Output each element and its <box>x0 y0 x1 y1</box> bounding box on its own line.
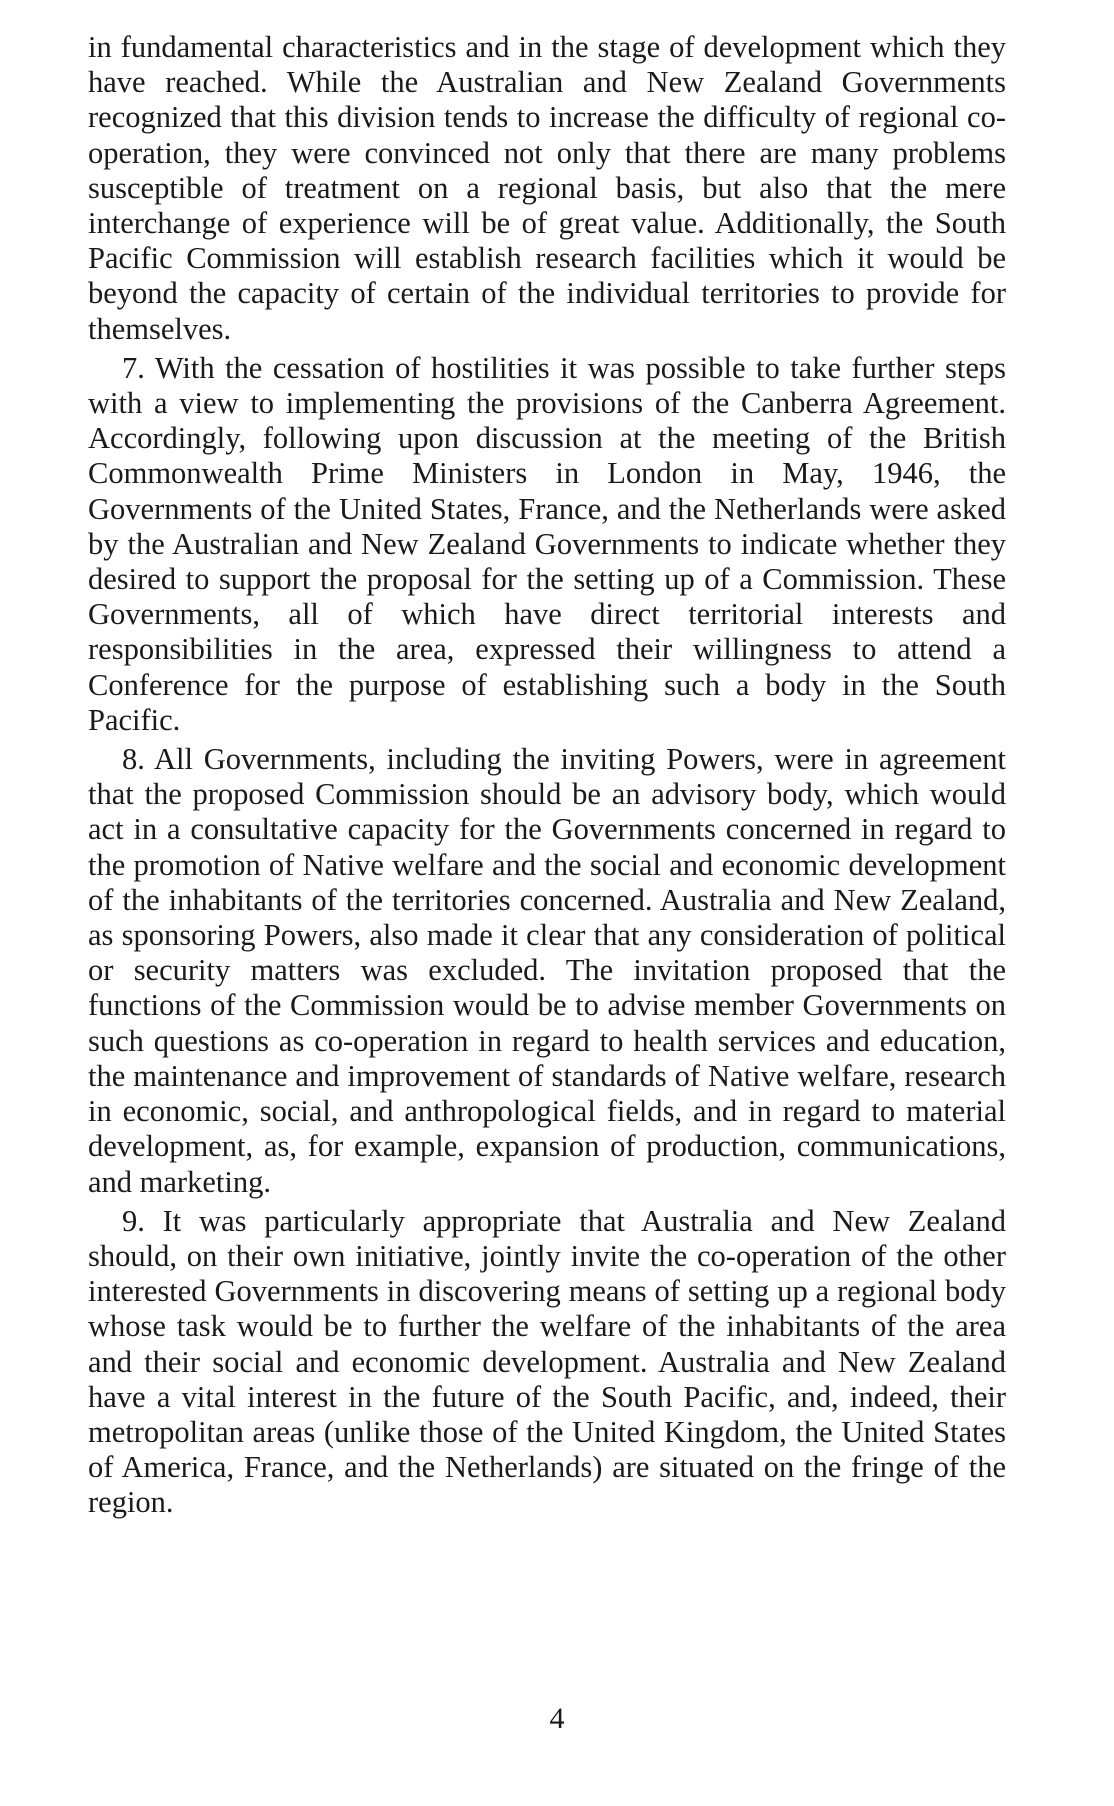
body-text <box>88 30 1006 1521</box>
page-number: 4 <box>549 1702 565 1735</box>
paragraph-continuation: in fundamental characteristics and in the stage of development which they have reached. While the Australian and New Zealand Governments recognized that this division tends to increase the difficulty of regional co-operation, they were convinced not only that there are many problems susceptible of treatment on a regional basis, but also that the mere interchange of experience will be of great value. Additionally, the South Pacific Commission will establish research facilities which it would be beyond the capacity of certain of the individual territories to provide for themselves. <box>88 30 1006 346</box>
paragraph-9: 9. It was particularly appropriate that Australia and New Zealand should, on their own initiative, jointly invite the co-operation of the other interested Governments in discovering means of setting up a regional body whose task would be to further the welfare of the inhabitants of the area and their social and economic development. Australia and New Zealand have a vital interest in the future of the South Pacific, and, indeed, their metropolitan areas (unlike those of the United Kingdom, the United States of America, France, and the Netherlands) are situated on the fringe of the region. <box>88 1203 1006 1520</box>
paragraph-8: 8. All Governments, including the inviting Powers, were in agreement that the proposed Commission should be an advisory body, which would act in a consultative capacity for the Governments concerned in regard to the promotion of Native welfare and the social and economic development of the inhabitants of the territories concerned. Australia and New Zealand, as sponsoring Powers, also made it clear that any consideration of political or security matters was excluded. The invitation proposed that the functions of the Commission would be to advise member Governments on such questions as co-operation in regard to health services and education, the maintenance and improvement of standards of Native welfare, research in economic, social, and anthropological fields, and in regard to material development, as, for example, expansion of production, communications, and marketing. <box>88 742 1006 1199</box>
paragraph-7: 7. With the cessation of hostilities it was possible to take further steps with a view to implementing the provisions of the Canberra Agreement. Accordingly, following upon discussion at the meeting of the British Commonwealth Prime Ministers in London in May, 1946, the Governments of the United States, France, and the Netherlands were asked by the Australian and New Zealand Governments to indicate whether they desired to support the proposal for the setting up of a Commission. These Governments, all of which have direct territorial interests and responsibilities in the area, expressed their willingness to attend a Conference for the purpose of establishing such a body in the South Pacific. <box>88 350 1006 737</box>
